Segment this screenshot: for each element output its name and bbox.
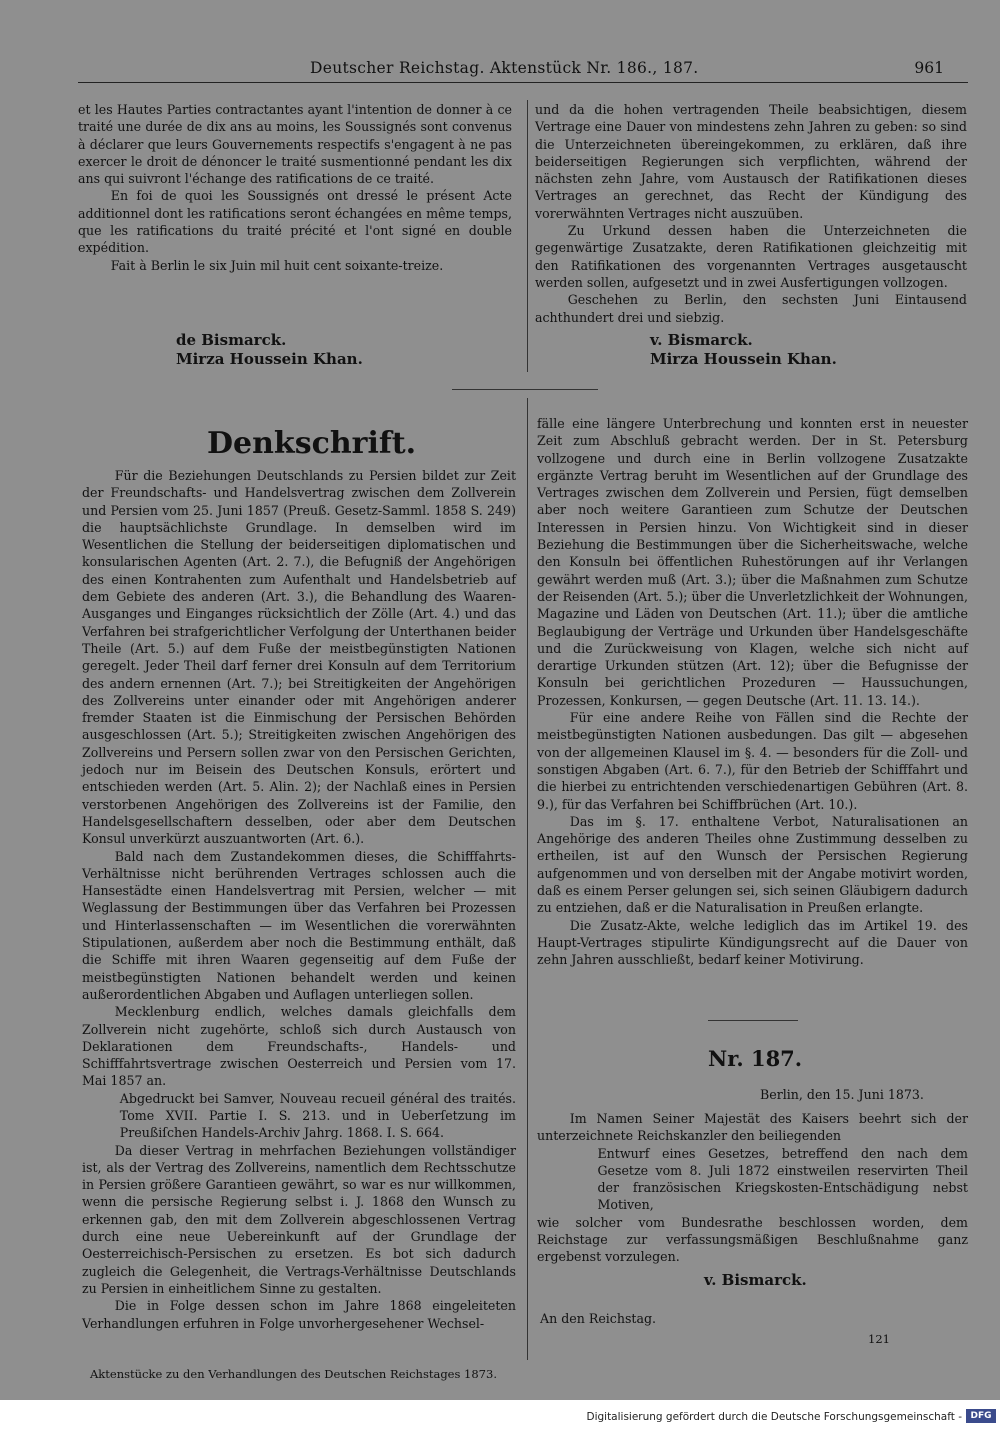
treaty-french-column [78, 101, 512, 274]
denkschrift-paragraph: Die Zusatz-Akte, welche lediglich das im Artikel 19. des Haupt-Vertrages stipulirte Kündigungsrecht auf die Dauer von zehn Jahren ausschließt, bedarf keiner Motivirung. [537, 917, 968, 968]
attribution-bar [0, 1400, 1000, 1432]
treaty-fr-paragraph: Fait à Berlin le six Juin mil huit cent soixante-treize. [110, 257, 444, 273]
denkschrift-paragraph: Bald nach dem Zustandekommen dieses, die Schifffahrts-Verhältnisse nicht berührenden Vertrages schlossen auch die Hansestädte einen Handelsvertrag mit Persien, welcher — mit Weglassung der Bestimmungen über das Verfahren bei Prozessen und Hinterlassenschaften — im Wesentlichen die vorerwähnten Stipulationen, außerdem aber noch die Bestimmung enthält, daß die Schiffe mit ihren Waaren gegenseitig auf dem Fuße der meistbegünstigten Nationen behandelt werden und keinen außerordentlichen Abgaben und Auflagen unterliegen sollen. [82, 848, 516, 1002]
treaty-de-paragraph: und da die hohen vertragenden Theile beabsichtigen, diesem Vertrage eine Dauer von mindestens zehn Jahren zu geben: so sind die Unterzeichneten übereingekommen, zu erklären, daß ihre beiderseitigen Regierungen sich verpflichten, während der nächsten zehn Jahre, vom Austausch der Ratifikationen dieses Vertrages an gerechnet, das Recht der Kündigung des vorerwähnten Vertrages nicht auszuüben. [535, 102, 967, 221]
section-rule [708, 1020, 798, 1021]
denkschrift-paragraph: Für eine andere Reihe von Fällen sind die Rechte der meistbegünstigten Nationen ausbedungen. Das gilt — abgesehen von der allgemeinen Klausel im §. 4. — besonders für die Zoll- und sonstigen Abgaben (Art. 6. 7.), für den Betrieb der Schifffahrt und die hierbei zu entrichtenden verschiedenartigen Gebühren (Art. 8. 9.), für das Verfahren bei Schiffbrüchen (Art. 10.). [537, 710, 968, 812]
denkschrift-paragraph: fälle eine längere Unterbrechung und konnten erst in neuester Zeit zum Abschluß gebracht werden. Der in St. Petersburg vollzogene und durch eine in Berlin vollzogene Zusatzakte ergänzte Vertrag beruht im Wesentlichen auf der Grundlage des Vertrages zwischen dem Zollverein und Persien, fügt demselben aber noch weitere Garantieen zum Schutze der Deutschen Interessen in Persien hinzu. Von Wichtigkeit sind in dieser Beziehung die Bestimmungen über die Sicherheitswache, welche den Konsuln bei öffentlichen Ruhestörungen auf ihr Verlangen gewährt werden muß (Art. 3.); über die Maßnahmen zum Schutze der Reisenden (Art. 5.); über die Unverletzlichkeit der Wohnungen, Magazine und Läden von Deutschen (Art. 11.); über die amtliche Beglaubigung der Verträge und Urkunden über Handelsgeschäfte und die Zurückweisung von Klagen, welche sich nicht auf derartige Urkunden stützen (Art. 12); über die Befugnisse der Konsuln bei gerichtlichen Prozeduren — Haussuchungen, Prozessen, Konkursen, — gegen Deutsche (Art. 11. 13. 14.). [537, 416, 968, 708]
denkschrift-paragraph: Für die Beziehungen Deutschlands zu Persien bildet zur Zeit der Freundschafts- und Handelsvertrag zwischen dem Zollverein und Persien vom 25. Juni 1857 (Preuß. Gesetz-Samml. 1858 S. 249) die hauptsächlichste Grundlage. In demselben wird im Wesentlichen die Stellung der beiderseitigen diplomatischen und konsularischen Agenten (Art. 2. 7.), die Befugniß der Angehörigen des einen Kontrahenten zum Aufenthalt und Handelsbetrieb auf dem Gebiete des anderen (Art. 3.), die Behandlung des Waaren-Ausganges und Einganges rücksichtlich der Zölle (Art. 4.) und das Verfahren bei strafgerichtlicher Verfolgung der Unterthanen beider Theile (Art. 5.) auf dem Fuße der meistbegünstigten Nationen geregelt. Jeder Theil darf ferner drei Konsuln auf dem Territorium des andern ernennen (Art. 7.); bei Streitigkeiten der Angehörigen des Zollvereins unter einander oder mit Angehörigen anderer fremder Staaten ist die Einmischung der Persischen Behörden ausgeschlossen (Art. 5.); Streitigkeiten zwischen Angehörigen des Zollvereins und Persern sollen zwar von den Persischen Gerichten, jedoch nur im Beisein des Deutschen Konsuls, erörtert und entschieden werden (Art. 5. Alin. 2); der Nachlaß eines in Persien verstorbenen Angehörigen des Zollvereins ist der Familie, den Handelsgesellschaftern desselben, oder aber dem Deutschen Konsul unverkürzt auszuantworten (Art. 6.). [82, 468, 516, 847]
column-divider [527, 398, 528, 1360]
attribution-text: Digitalisierung gefördert durch die Deutsche Forschungsgemeinschaft - [586, 1411, 962, 1423]
nr187-closing: wie solcher vom Bundesrathe beschlossen worden, dem Reichstage zur verfassungsmäßigen Beschlußnahme ganz ergebenst vorzulegen. [537, 1214, 968, 1265]
treaty-fr-paragraph: En foi de quoi les Soussignés ont dressé le présent Acte additionnel dont les ratifications seront échangées en même temps, que les ratifications du traité précité et l'ont signé en double expédition. [78, 188, 512, 256]
denkschrift-title: Denkschrift. [207, 426, 417, 461]
nr187-date: Berlin, den 15. Juni 1873. [760, 1087, 924, 1102]
treaty-fr-paragraph: et les Hautes Parties contractantes ayant l'intention de donner à ce traité une durée de dix ans au moins, les Soussignés sont convenus à déclarer que leurs Gouvernements respectifs s'engagent à ne pas exercer le droit de dénoncer le traité susmentionné pendant les dix ans qui suivront l'échange des ratifications de ce traité. [78, 102, 512, 187]
denkschrift-citation: Abgedruckt bei Samver, Nouveau recueil général des traités. Tome XVII. Partie I. S. 213. und in Ueberſetzung im Preußiſchen Handels-Archiv Jahrg. 1868. I. S. 664. [119, 1090, 516, 1141]
nr187-title: Nr. 187. [708, 1046, 803, 1071]
footer-sheet-number: 121 [868, 1332, 890, 1346]
page-number: 961 [914, 59, 944, 77]
nr187-body [537, 1110, 968, 1266]
nr187-signature: v. Bismarck. [704, 1271, 807, 1289]
header-title: Deutscher Reichstag. Aktenstück Nr. 186., 187. [310, 59, 699, 77]
treaty-german-column [535, 101, 967, 326]
de-signature: v. Bismarck. [650, 331, 753, 349]
fr-signature: de Bismarck. [176, 331, 287, 349]
fr-signature: Mirza Houssein Khan. [176, 350, 363, 368]
denkschrift-paragraph: Mecklenburg endlich, welches damals gleichfalls dem Zollverein nicht zugehörte, schloß sich durch Austausch von Deklarationen dem Freundschafts-, Handels- und Schifffahrtsvertrage zwischen Oesterreich und Persien vom 17. Mai 1857 an. [82, 1004, 516, 1089]
column-divider [527, 100, 528, 372]
treaty-de-paragraph: Geschehen zu Berlin, den sechsten Juni Eintausend achthundert drei und siebzig. [535, 292, 967, 325]
treaty-de-paragraph: Zu Urkund dessen haben die Unterzeichneten die gegenwärtige Zusatzakte, deren Ratifikationen gleichzeitig mit den Ratifikationen des vorgenannten Vertrages ausgetauscht werden sollen, aufgesetzt und in zwei Ausfertigungen vollzogen. [535, 223, 967, 290]
de-signature: Mirza Houssein Khan. [650, 350, 837, 368]
denkschrift-paragraph: Da dieser Vertrag in mehrfachen Beziehungen vollständiger ist, als der Vertrag des Zollvereins, namentlich dem Rechtsschutze in Persien größere Garantieen gewährt, so war es nur willkommen, wenn die persische Regierung selbst i. J. 1868 den Wunsch zu erkennen gab, den mit dem Zollverein abgeschlossenen Vertrag durch eine neue Uebereinkunft auf der Grundlage der Oesterreichisch-Persischen zu ersetzen. Es bot sich dadurch zugleich die Gelegenheit, die Vertrags-Verhältnisse Deutschlands zu Persien in einheitlichem Sinne zu gestalten. [82, 1142, 516, 1296]
nr187-enclosure: Entwurf eines Gesetzes, betreffend den nach dem Gesetze vom 8. Juli 1872 einstweilen reservirten Theil der französischen Kriegskosten-Entschädigung nebst Motiven, [597, 1145, 968, 1213]
header-rule [78, 82, 968, 83]
footer-source: Aktenstücke zu den Verhandlungen des Deutschen Reichstages 1873. [90, 1367, 497, 1381]
nr187-intro: Im Namen Seiner Majestät des Kaisers beehrt sich der unterzeichnete Reichskanzler den beiliegenden [537, 1111, 968, 1144]
denkschrift-paragraph: Die in Folge dessen schon im Jahre 1868 eingeleiteten Verhandlungen erfuhren in Folge unvorhergesehener Wechsel- [82, 1298, 516, 1331]
denkschrift-right-column [537, 415, 968, 969]
nr187-address: An den Reichstag. [540, 1311, 657, 1326]
section-rule [452, 389, 598, 390]
dfg-logo: DFG [966, 1409, 996, 1423]
denkschrift-left-column [82, 467, 516, 1332]
running-header [78, 55, 968, 81]
denkschrift-paragraph: Das im §. 17. enthaltene Verbot, Naturalisationen an Angehörige des anderen Theiles ohne Zustimmung desselben zu ertheilen, ist auf den Wunsch der Persischen Regierung aufgenommen und von derselben mit der Angabe motivirt worden, daß es einem Perser gelungen sei, sich seinen Gläubigern dadurch zu entziehen, daß er die Naturalisation in Preußen erlangte. [537, 813, 968, 916]
